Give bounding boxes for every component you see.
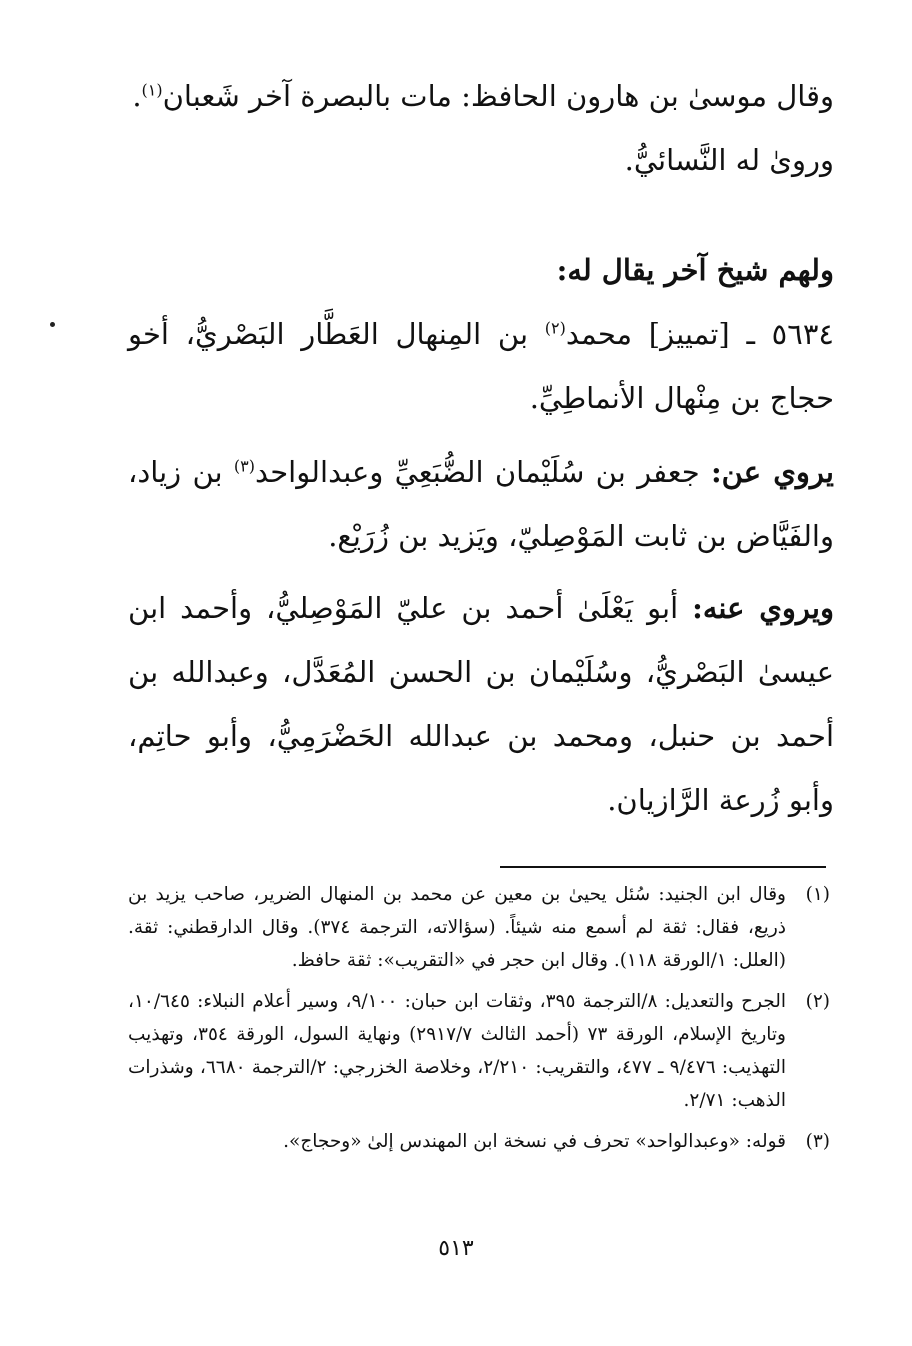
heading-text: ولهم شيخ آخر يقال له: xyxy=(556,253,834,287)
page-number: ٥١٣ xyxy=(438,1236,474,1261)
label-narrates-from: يروي عن: xyxy=(710,455,834,489)
text-segment: بن زياد، والفَيَّاض بن ثابت المَوْصِليّ، ويَزيد بن زُرَيْع. xyxy=(128,455,834,553)
paragraph-entry-5634 xyxy=(128,302,834,430)
text-line xyxy=(128,440,834,568)
footnotes xyxy=(128,878,830,1166)
footnote-text: قوله: «وعبدالواحد» تحرف في نسخة ابن المهندس إلىٰ «وحجاج». xyxy=(283,1131,786,1152)
paragraph-narrates-from xyxy=(128,440,834,568)
footnote-ref-2: (٢) xyxy=(544,318,566,338)
footnote-separator xyxy=(500,866,826,868)
section-heading xyxy=(128,238,834,302)
text-segment: . xyxy=(132,79,142,113)
footnote-number: (٢) xyxy=(805,991,830,1012)
text-segment: أبو يَعْلَىٰ أحمد بن عليّ المَوْصِليُّ، وأحمد ابن عيسىٰ البَصْريُّ، وسُلَيْمان بن الحسن المُعَدَّل، وعبدالله بن أحمد بن حنبل، ومحمد بن عبدالله الحَضْرَمِيُّ، وأبو حاتِم، وأبو زُرعة الرَّازيان. xyxy=(128,591,834,817)
footnote-ref-1: (١) xyxy=(141,80,163,100)
margin-dot xyxy=(50,322,55,327)
entry-prefix: ٥٦٣٤ ـ [تمييز] محمد xyxy=(565,317,834,351)
paragraph-narrated-by xyxy=(128,576,834,832)
paragraph-musa-quote xyxy=(128,64,834,192)
footnote-1 xyxy=(128,878,830,977)
text-line: وروىٰ له النَّسائيُّ. xyxy=(624,143,834,177)
footnote-ref-3: (٣) xyxy=(233,456,255,476)
text-line xyxy=(128,576,834,832)
label-narrated-by: ويروي عنه: xyxy=(692,591,834,625)
text-segment: وقال موسىٰ بن هارون الحافظ: مات بالبصرة آخر شَعبان xyxy=(162,79,834,113)
footnote-number: (٣) xyxy=(805,1131,830,1152)
footnote-2 xyxy=(128,985,830,1117)
footnote-text: الجرح والتعديل: ٨/الترجمة ٣٩٥، وثقات ابن حبان: ٩/١٠٠، وسير أعلام النبلاء: ١٠/٦٤٥، وتاريخ الإسلام، الورقة ٧٣ (أحمد الثالث ٢٩١٧/٧) ونهاية السول، الورقة ٣٥٤، وتهذيب التهذيب: ٩/٤٧٦ ـ ٤٧٧، والتقريب: ٢/٢١٠، وخلاصة الخزرجي: ٢/الترجمة ٦٦٨٠، وشذرات الذهب: ٢/٧١. xyxy=(128,991,787,1111)
text-line xyxy=(128,302,834,430)
text-segment: جعفر بن سُلَيْمان الضُّبَعِيِّ وعبدالواحد xyxy=(254,455,711,489)
footnote-text: وقال ابن الجنيد: سُئل يحيىٰ بن معين عن محمد بن المنهال الضرير، صاحب يزيد بن ذريع، فقال: ثقة لم أسمع منه شيئاً. (سؤالاته، الترجمة ٣٧٤). وقال الدارقطني: ثقة. (العلل: ١/الورقة ١١٨). وقال ابن حجر في «التقريب»: ثقة حافظ. xyxy=(128,884,786,971)
entry-rest: بن المِنهال العَطَّار البَصْريُّ، أخو حجاج بن مِنْهال الأنماطِيِّ. xyxy=(128,317,834,415)
footnote-3 xyxy=(128,1125,830,1158)
footnote-number: (١) xyxy=(805,884,830,905)
text-line xyxy=(128,64,834,128)
